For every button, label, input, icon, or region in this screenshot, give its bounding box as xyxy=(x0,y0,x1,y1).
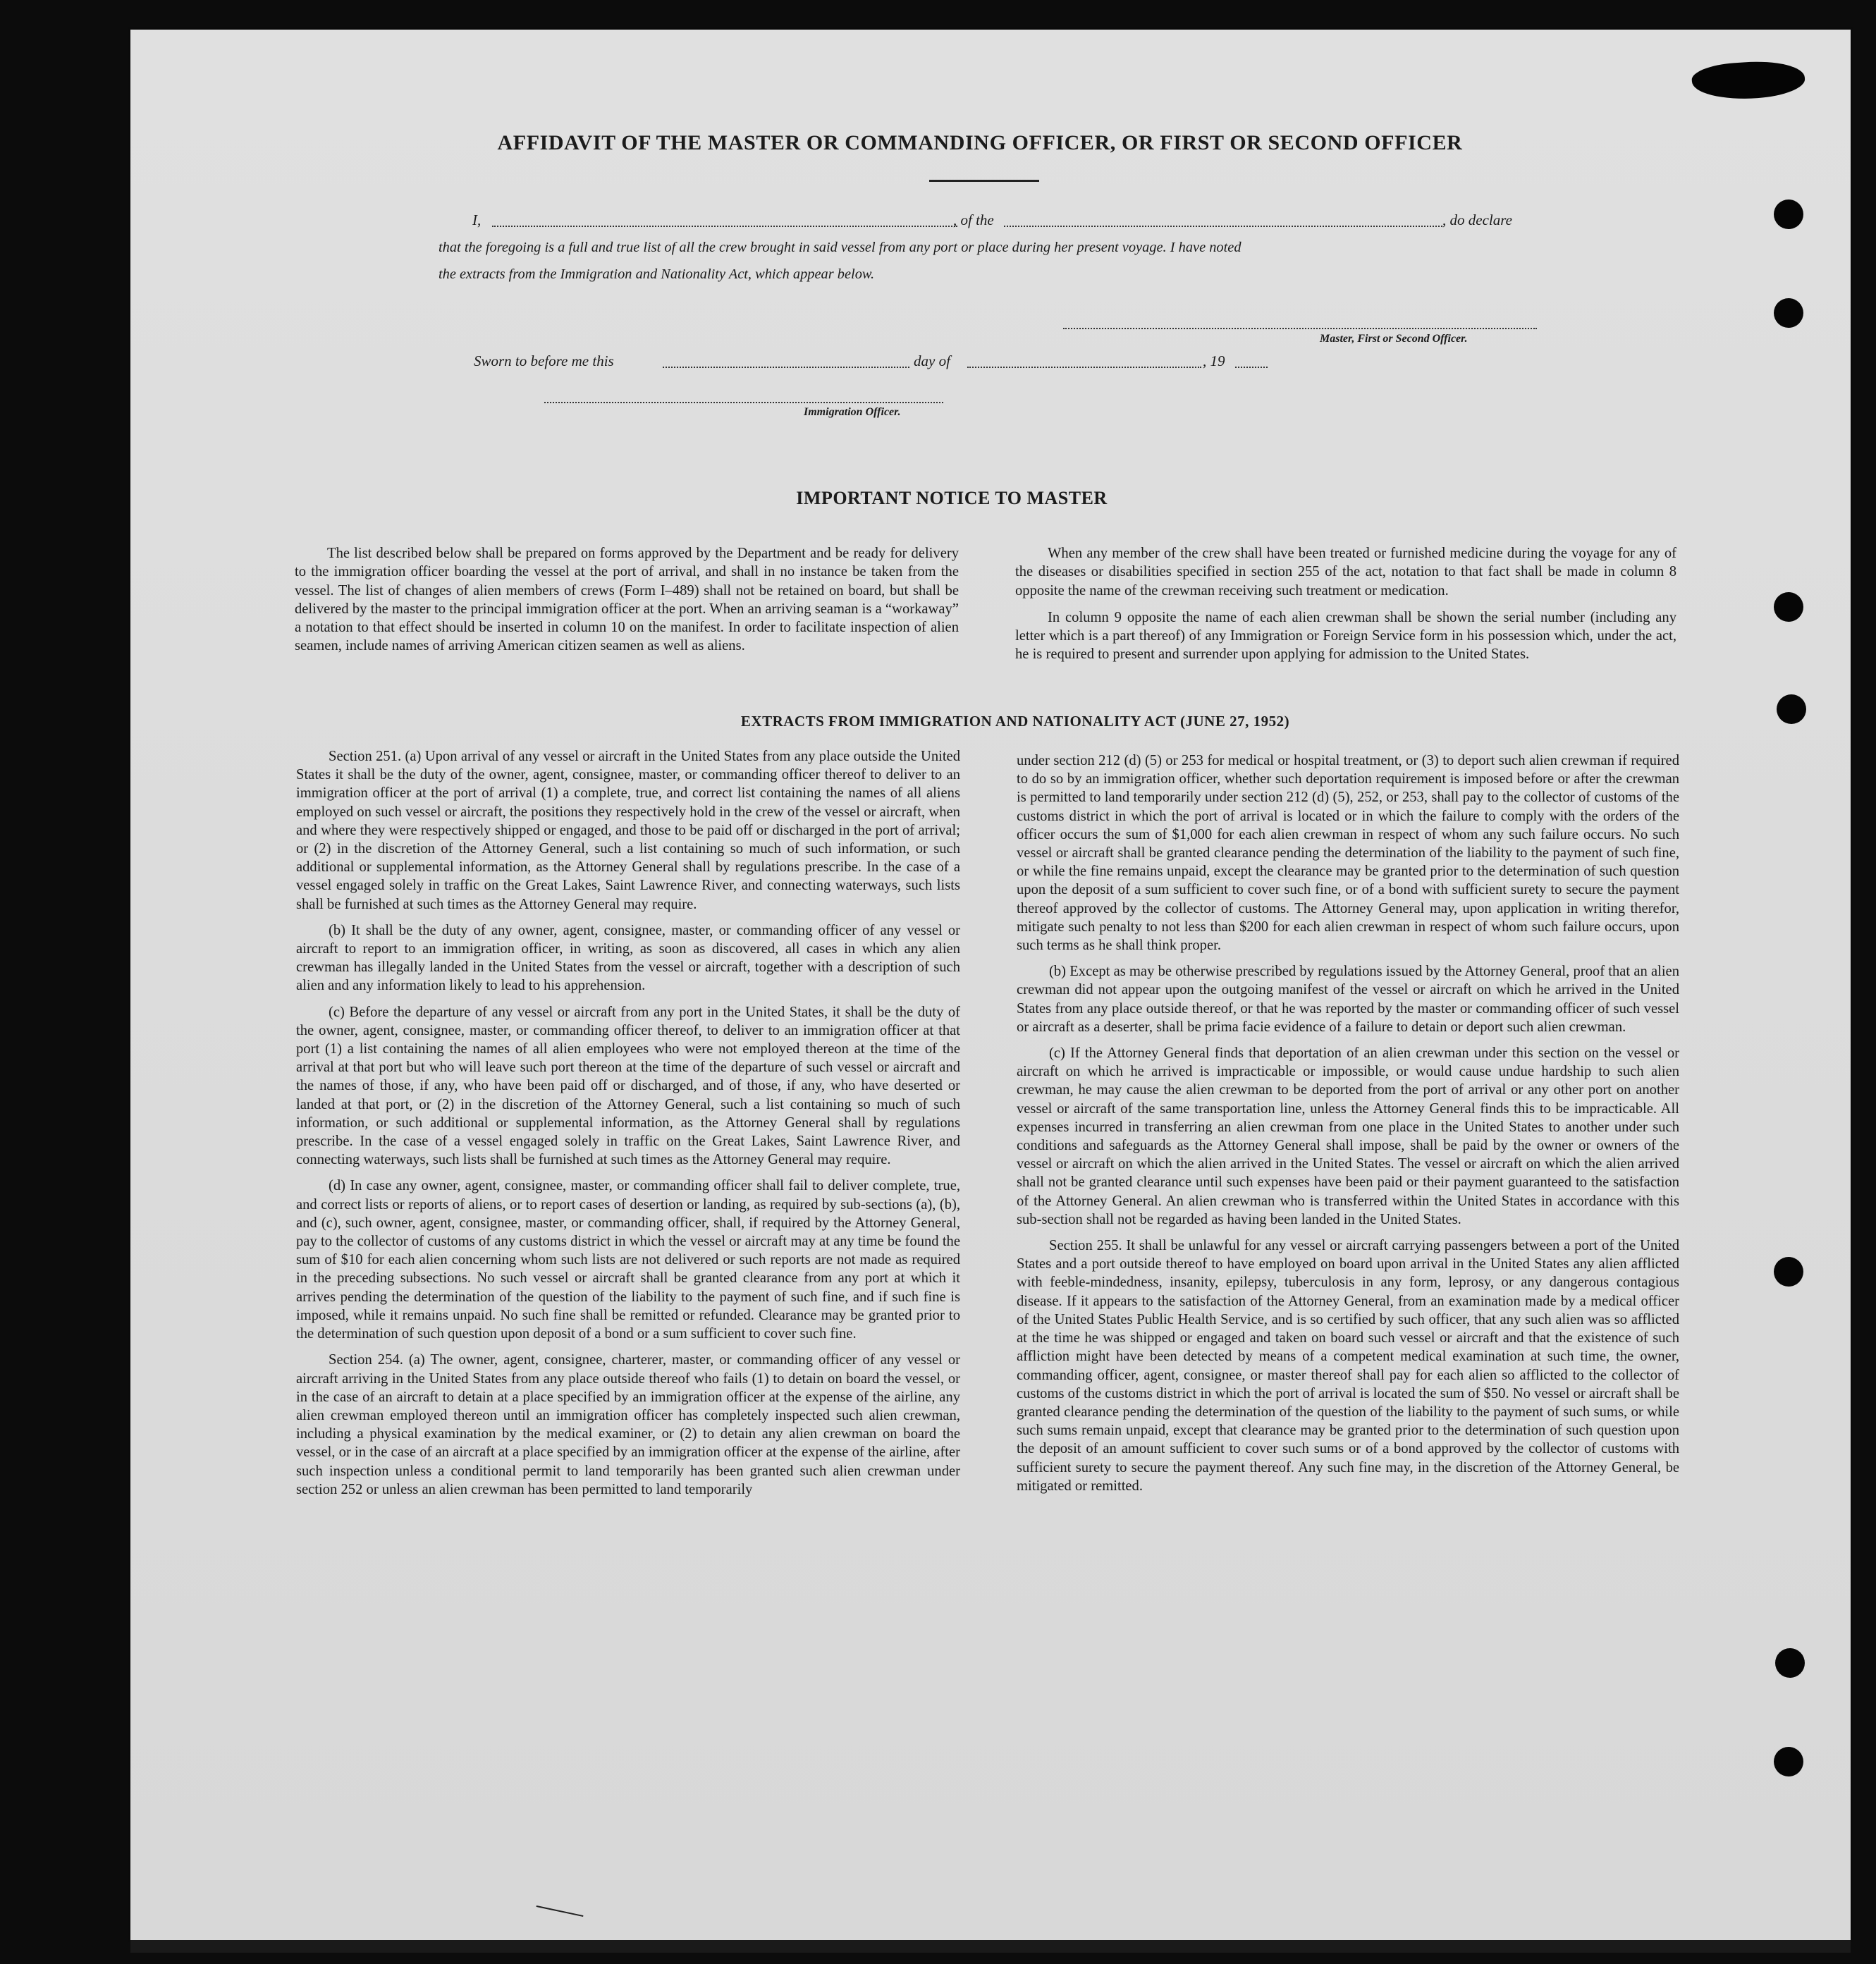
section-254-c: (c) If the Attorney General finds that deportation of an alien crewman under this section on the vessel or aircraft on which he arrived is impracticable or impossible, or would cause undue hardship to such alien crewman, he may cause the alien crewman to be deported from the port of arrival or any other port on another vessel or aircraft of the same transportation line, unless the Attorney General finds this to be impracticable. All expenses incurred in transferring an alien crewman from one place in the United States to another under such conditions and safeguards as the Attorney General shall impose, shall be paid by the owner or owners of the vessel or aircraft on which the alien arrived in the United States. The vessel or aircraft on which the alien arrived shall not be granted clearance until such expenses have been paid or their payment guaranteed to the satisfaction of the Attorney General. An alien crewman who is transferred within the United States in accordance with this sub-section shall not be regarded as having been landed in the United States. xyxy=(1017,1045,1679,1227)
sworn-day-blank xyxy=(663,367,909,368)
punch-hole xyxy=(1774,1747,1803,1776)
affidavit-of-the: , of the xyxy=(953,211,994,228)
section-251-b: (b) It shall be the duty of any owner, agent, consignee, master, or commanding officer of any vessel or aircraft to report to an immigration officer, in writing, as soon as discovered, all cases in which any alien crewman has illegally landed in the United States from the vessel or aircraft, together with a description of such alien and any information likely to lead to his apprehension. xyxy=(296,922,960,994)
sworn-prefix: Sworn to before me this xyxy=(474,352,614,369)
punch-hole xyxy=(1774,200,1803,229)
punch-hole xyxy=(1775,1648,1805,1678)
section-254-a-continued: under section 212 (d) (5) or 253 for medical or hospital treatment, or (3) to deport such alien crewman if required to do so by an immigration officer, whether such deportation requirement is imposed before or after the crewman is permitted to land temporarily under section 212 (d) (5), 252, or 253, shall pay to the collector of customs of the customs district in which the port of arrival is located or in which the failure to comply with the orders of the officer occurs the sum of $1,000 for each alien crewman in respect of whom any such failure occurs. No such vessel or aircraft shall be granted clearance pending the determination of the liability to the payment of such fine, or while the fine remains unpaid, except the clearance may be granted prior to the determination of such question upon the deposit of a sum sufficient to cover such fine, or of a bond with sufficient surety to secure the payment thereof approved by the collector of customs. The Attorney General may, upon application in writing therefor, mitigate such penalty to not less than $200 for each alien crewman in respect of whom such failure occurs, upon such terms as he shall think proper. xyxy=(1017,753,1679,954)
punch-hole xyxy=(1774,298,1803,328)
notice-right-paragraph-1: When any member of the crew shall have been treated or furnished medicine during the voyage for any of the diseases or disabilities specified in section 255 of the act, notation to that fact shall be made in column 8 opposite the name of the crewman receiving such treatment or medication. xyxy=(1015,546,1676,599)
punch-hole xyxy=(1777,694,1806,724)
extracts-right-column xyxy=(1017,751,1679,1503)
affidavit-do-declare: , do declare xyxy=(1442,211,1512,228)
section-251-a: Section 251. (a) Upon arrival of any vessel or aircraft in the United States from any place outside the United States it shall be the duty of the owner, agent, consignee, master, or commanding officer thereof to deliver to an immigration officer at the port of arrival (1) a complete, true, and correct list containing the names of all aliens employed on such vessel or aircraft, the positions they respectively hold in the crew of the vessel or aircraft, when and where they were respectively shipped or engaged, and those to be paid off or discharged in the port of arrival; or (2) in the discretion of the Attorney General, such a list containing so much of such information, or such additional or supplemental information, as the Attorney General shall by regulations prescribe. In the case of a vessel engaged solely in traffic on the Great Lakes, Saint Lawrence River, and connecting waterways, such lists shall be furnished at such times as the Attorney General may require. xyxy=(296,749,960,912)
title-underline xyxy=(929,180,1039,182)
name-blank xyxy=(492,226,957,227)
officer-signature-label: Immigration Officer. xyxy=(804,406,901,418)
notice-title: IMPORTANT NOTICE TO MASTER xyxy=(796,488,1108,508)
notice-right xyxy=(1015,544,1676,664)
sworn-month-blank xyxy=(967,367,1201,368)
sworn-year: , 19 xyxy=(1203,352,1225,369)
scan-edge xyxy=(130,1940,1851,1953)
punch-hole xyxy=(1774,592,1803,622)
section-251-d: (d) In case any owner, agent, consignee, master, or commanding officer shall fail to deliver complete, true, and correct lists or reports of aliens, or to report cases of desertion or landing, as required by sub-sections (a), (b), and (c), such owner, agent, consignee, master, or commanding officer, shall, if required by the Attorney General, pay to the collector of customs of any customs district in which the vessel or aircraft may at any time be found the sum of $10 for each alien concerning whom such lists are not delivered or such reports are not made as required in the preceding subsections. No such vessel or aircraft shall be granted clearance from any port at which it arrives pending the determination of the question of the liability to the payment of such fine, and if such fine is imposed, while it remains unpaid. No such fine shall be remitted or refunded. Clearance may be granted prior to the determination of such question upon deposit of a bond or a sum sufficient to cover such fine. xyxy=(296,1178,960,1342)
sworn-day-of: day of xyxy=(914,352,950,369)
affidavit-title: AFFIDAVIT OF THE MASTER OR COMMANDING OFFICER, OR FIRST OR SECOND OFFICER xyxy=(497,131,1463,154)
affidavit-line-3: the extracts from the Immigration and Nationality Act, which appear below. xyxy=(439,266,875,282)
notice-left xyxy=(295,544,959,656)
section-255: Section 255. It shall be unlawful for any vessel or aircraft carrying passengers between a port of the United States and a port outside thereof to have employed on board upon arrival in the United States any alien afflicted with feeble-mindedness, insanity, epilepsy, tuberculosis in any form, leprosy, or any dangerous contagious disease. If it appears to the satisfaction of the Attorney General, from an examination made by a medical officer of the United States Public Health Service, and is so certified by such officer, that any such alien was so afflicted at the time he was shipped or engaged and taken on board such vessel or aircraft and that the existence of such affliction might have been detected by means of a competent medical examination at such time, the owner, commanding officer, agent, consignee, or master thereof shall pay for each alien so afflicted to the collector of customs of the customs district in which the port of arrival is located the sum of $50. No vessel or aircraft shall be granted clearance pending the determination of the question of the liability to the payment of such sums, or while such sums remain unpaid, except that clearance may be granted prior to the determination of such question upon the deposit of an amount sufficient to cover such sums or of a bond approved by the collector of customs with sufficient surety to secure the payment thereof. Any such fine may, in the discretion of the Attorney General, be mitigated or remitted. xyxy=(1017,1238,1679,1494)
notice-left-paragraph: The list described below shall be prepared on forms approved by the Department and be ready for delivery to the immigration officer boarding the vessel at the port of arrival, and shall in no instance be taken from the vessel. The list of changes of alien members of crews (Form I–489) shall not be retained on board, but shall be delivered by the master to the principal immigration officer at the port. When an arriving seaman is a “workaway” a notation to that effect should be inserted in column 10 on the manifest. In order to facilitate inspection of alien seamen, include names of arriving American citizen seamen as well as aliens. xyxy=(295,546,959,654)
affidavit-i: I, xyxy=(472,211,482,228)
notice-right-paragraph-2: In column 9 opposite the name of each alien crewman shall be shown the serial number (including any letter which is a part thereof) of any Immigration or Foreign Service form in his possession which, under the act, he is required to present and surrender upon applying for admission to the United States. xyxy=(1015,609,1676,663)
section-251-c: (c) Before the departure of any vessel or aircraft from any port in the United States, it shall be the duty of the owner, agent, consignee, master, or commanding officer thereof, to deliver to an immigration officer at that port (1) a list containing the names of all alien employees who were not employed thereon at the time of the arrival at that port but who will leave such port thereon at the time of the departure of such vessel or aircraft and the names of those, if any, who have been paid off or discharged, and of those, if any, who have deserted or landed at that port, or (2) in the discretion of the Attorney General, such a list containing so much of such information, or such additional or supplemental information, as the Attorney General shall by regulations prescribe. In the case of a vessel engaged solely in traffic on the Great Lakes, Saint Lawrence River, and connecting waterways, such lists shall be furnished at such times as the Attorney General may require. xyxy=(296,1004,960,1168)
section-254-a: Section 254. (a) The owner, agent, consignee, charterer, master, or commanding officer of any vessel or aircraft arriving in the United States from any place outside thereof who fails (1) to detain on board the vessel, or in the case of an aircraft to detain at a place specified by an immigration officer at the expense of the airline, any alien crewman employed thereon until an immigration officer has completely inspected such alien crewman, including a physical examination by the medical examiner, or (2) to detain any alien crewman on board the vessel, or in the case of an aircraft at a place specified by an immigration officer at the expense of the airline, after such inspection unless a conditional permit to land temporarily has been granted such alien crewman under section 252 or unless an alien crewman has been permitted to land temporarily xyxy=(296,1352,960,1497)
affidavit-line-2: that the foregoing is a full and true list of all the crew brought in said vessel from any port or place during her present voyage. I have noted xyxy=(439,240,1242,255)
extracts-left-column xyxy=(296,747,960,1506)
section-254-b: (b) Except as may be otherwise prescribed by regulations issued by the Attorney General, proof that an alien crewman did not appear upon the outgoing manifest of the vessel or aircraft on which he arrived in the United States from any place outside thereof, or that he was reported by the master or commanding officer of such vessel or aircraft as a deserter, shall be prima facie evidence of a failure to detain or deport such alien crewman. xyxy=(1017,964,1679,1035)
extracts-title: EXTRACTS FROM IMMIGRATION AND NATIONALITY ACT (JUNE 27, 1952) xyxy=(740,713,1290,730)
master-signature-label: Master, First or Second Officer. xyxy=(1320,333,1468,345)
master-signature-line xyxy=(1063,328,1537,329)
officer-signature-line xyxy=(544,402,943,403)
vessel-blank xyxy=(1004,226,1442,227)
punch-hole xyxy=(1774,1257,1803,1287)
sworn-year-blank xyxy=(1235,367,1268,368)
